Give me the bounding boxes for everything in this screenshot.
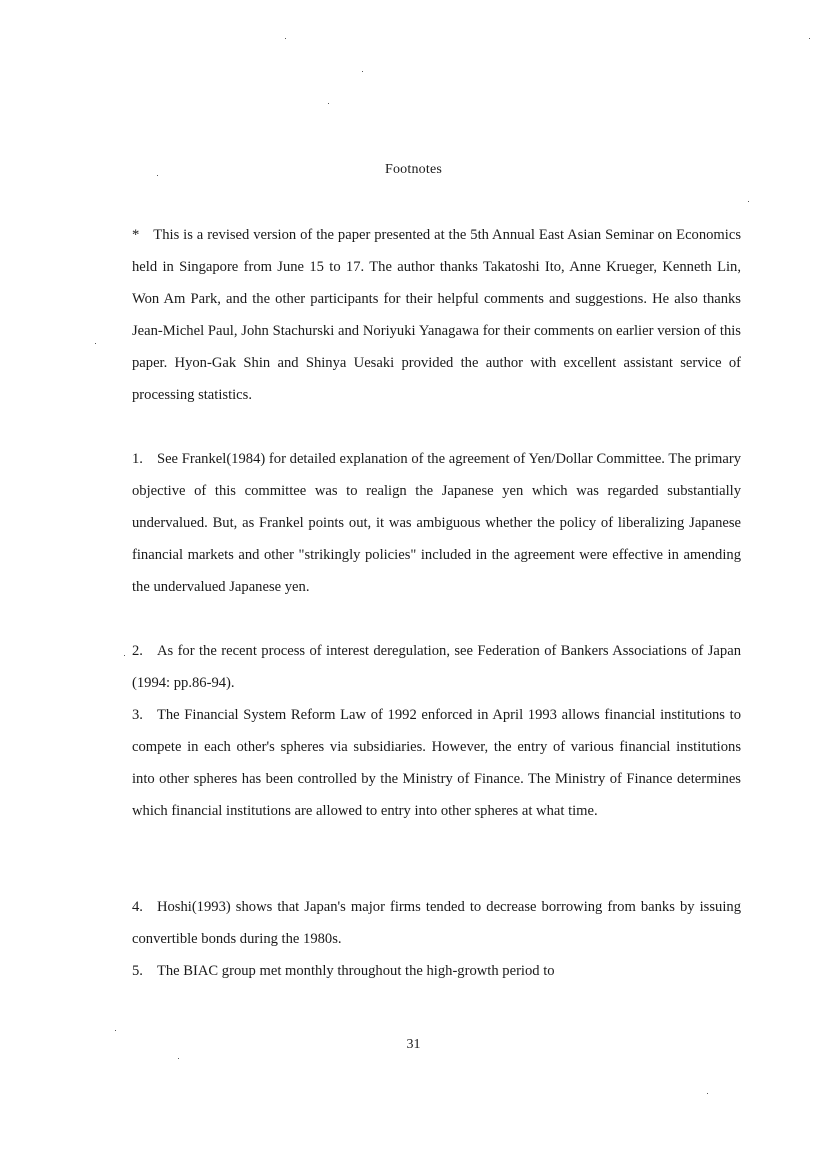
footnote-1	[132, 443, 741, 603]
scan-speck	[124, 655, 125, 656]
scan-speck	[157, 175, 158, 176]
footnote-marker: 3.	[132, 707, 143, 723]
footnote-marker: 4.	[132, 899, 143, 915]
footnote-5	[132, 955, 741, 987]
footnote-marker: 1.	[132, 451, 143, 467]
scan-speck	[178, 1058, 179, 1059]
scan-speck	[809, 38, 810, 39]
footnote-text: This is a revised version of the paper presented at the 5th Annual East Asian Seminar on Economics held in Singapore from June 15 to 17. The author thanks Takatoshi Ito, Anne Krueger, Kenneth Lin, Won Am Park, and the other participants for their helpful comments and suggestions. He also thanks Jean-Michel Paul, John Stachurski and Noriyuki Yanagawa for their comments on earlier version of this paper. Hyon-Gak Shin and Shinya Uesaki provided the author with excellent assistant service of processing statistics.	[132, 227, 741, 403]
scan-speck	[748, 201, 749, 202]
footnote-star	[132, 219, 741, 411]
scan-speck	[328, 103, 329, 104]
scan-speck	[362, 71, 363, 72]
scan-speck	[285, 38, 286, 39]
page-title: Footnotes	[384, 162, 443, 177]
footnote-text: See Frankel(1984) for detailed explanation of the agreement of Yen/Dollar Committee. The primary objective of this committee was to realign the Japanese yen which was regarded substantially undervalued. But, as Frankel points out, it was ambiguous whether the policy of liberalizing Japanese financial markets and other "strikingly policies" included in the agreement were effective in amending the undervalued Japanese yen.	[132, 451, 741, 595]
footnote-marker: 2.	[132, 643, 143, 659]
scan-speck	[707, 1093, 708, 1094]
footnote-4	[132, 891, 741, 955]
footnote-text: The Financial System Reform Law of 1992 enforced in April 1993 allows financial institutions to compete in each other's spheres via subsidiaries. However, the entry of various financial institutions into other spheres has been controlled by the Ministry of Finance. The Ministry of Finance determines which financial institutions are allowed to entry into other spheres at what time.	[132, 707, 741, 819]
footnote-marker: *	[132, 227, 140, 243]
footnote-marker: 5.	[132, 963, 143, 979]
footnote-2	[132, 635, 741, 699]
footnote-text: The BIAC group met monthly throughout the high-growth period to	[156, 963, 555, 979]
page-number: 31	[406, 1037, 421, 1052]
scan-speck	[95, 343, 96, 344]
footnote-text: Hoshi(1993) shows that Japan's major firms tended to decrease borrowing from banks by issuing convertible bonds during the 1980s.	[132, 899, 741, 947]
scan-speck	[115, 1030, 116, 1031]
footnote-3	[132, 699, 741, 827]
footnote-text: As for the recent process of interest deregulation, see Federation of Bankers Associations of Japan (1994: pp.86-94).	[132, 643, 741, 691]
